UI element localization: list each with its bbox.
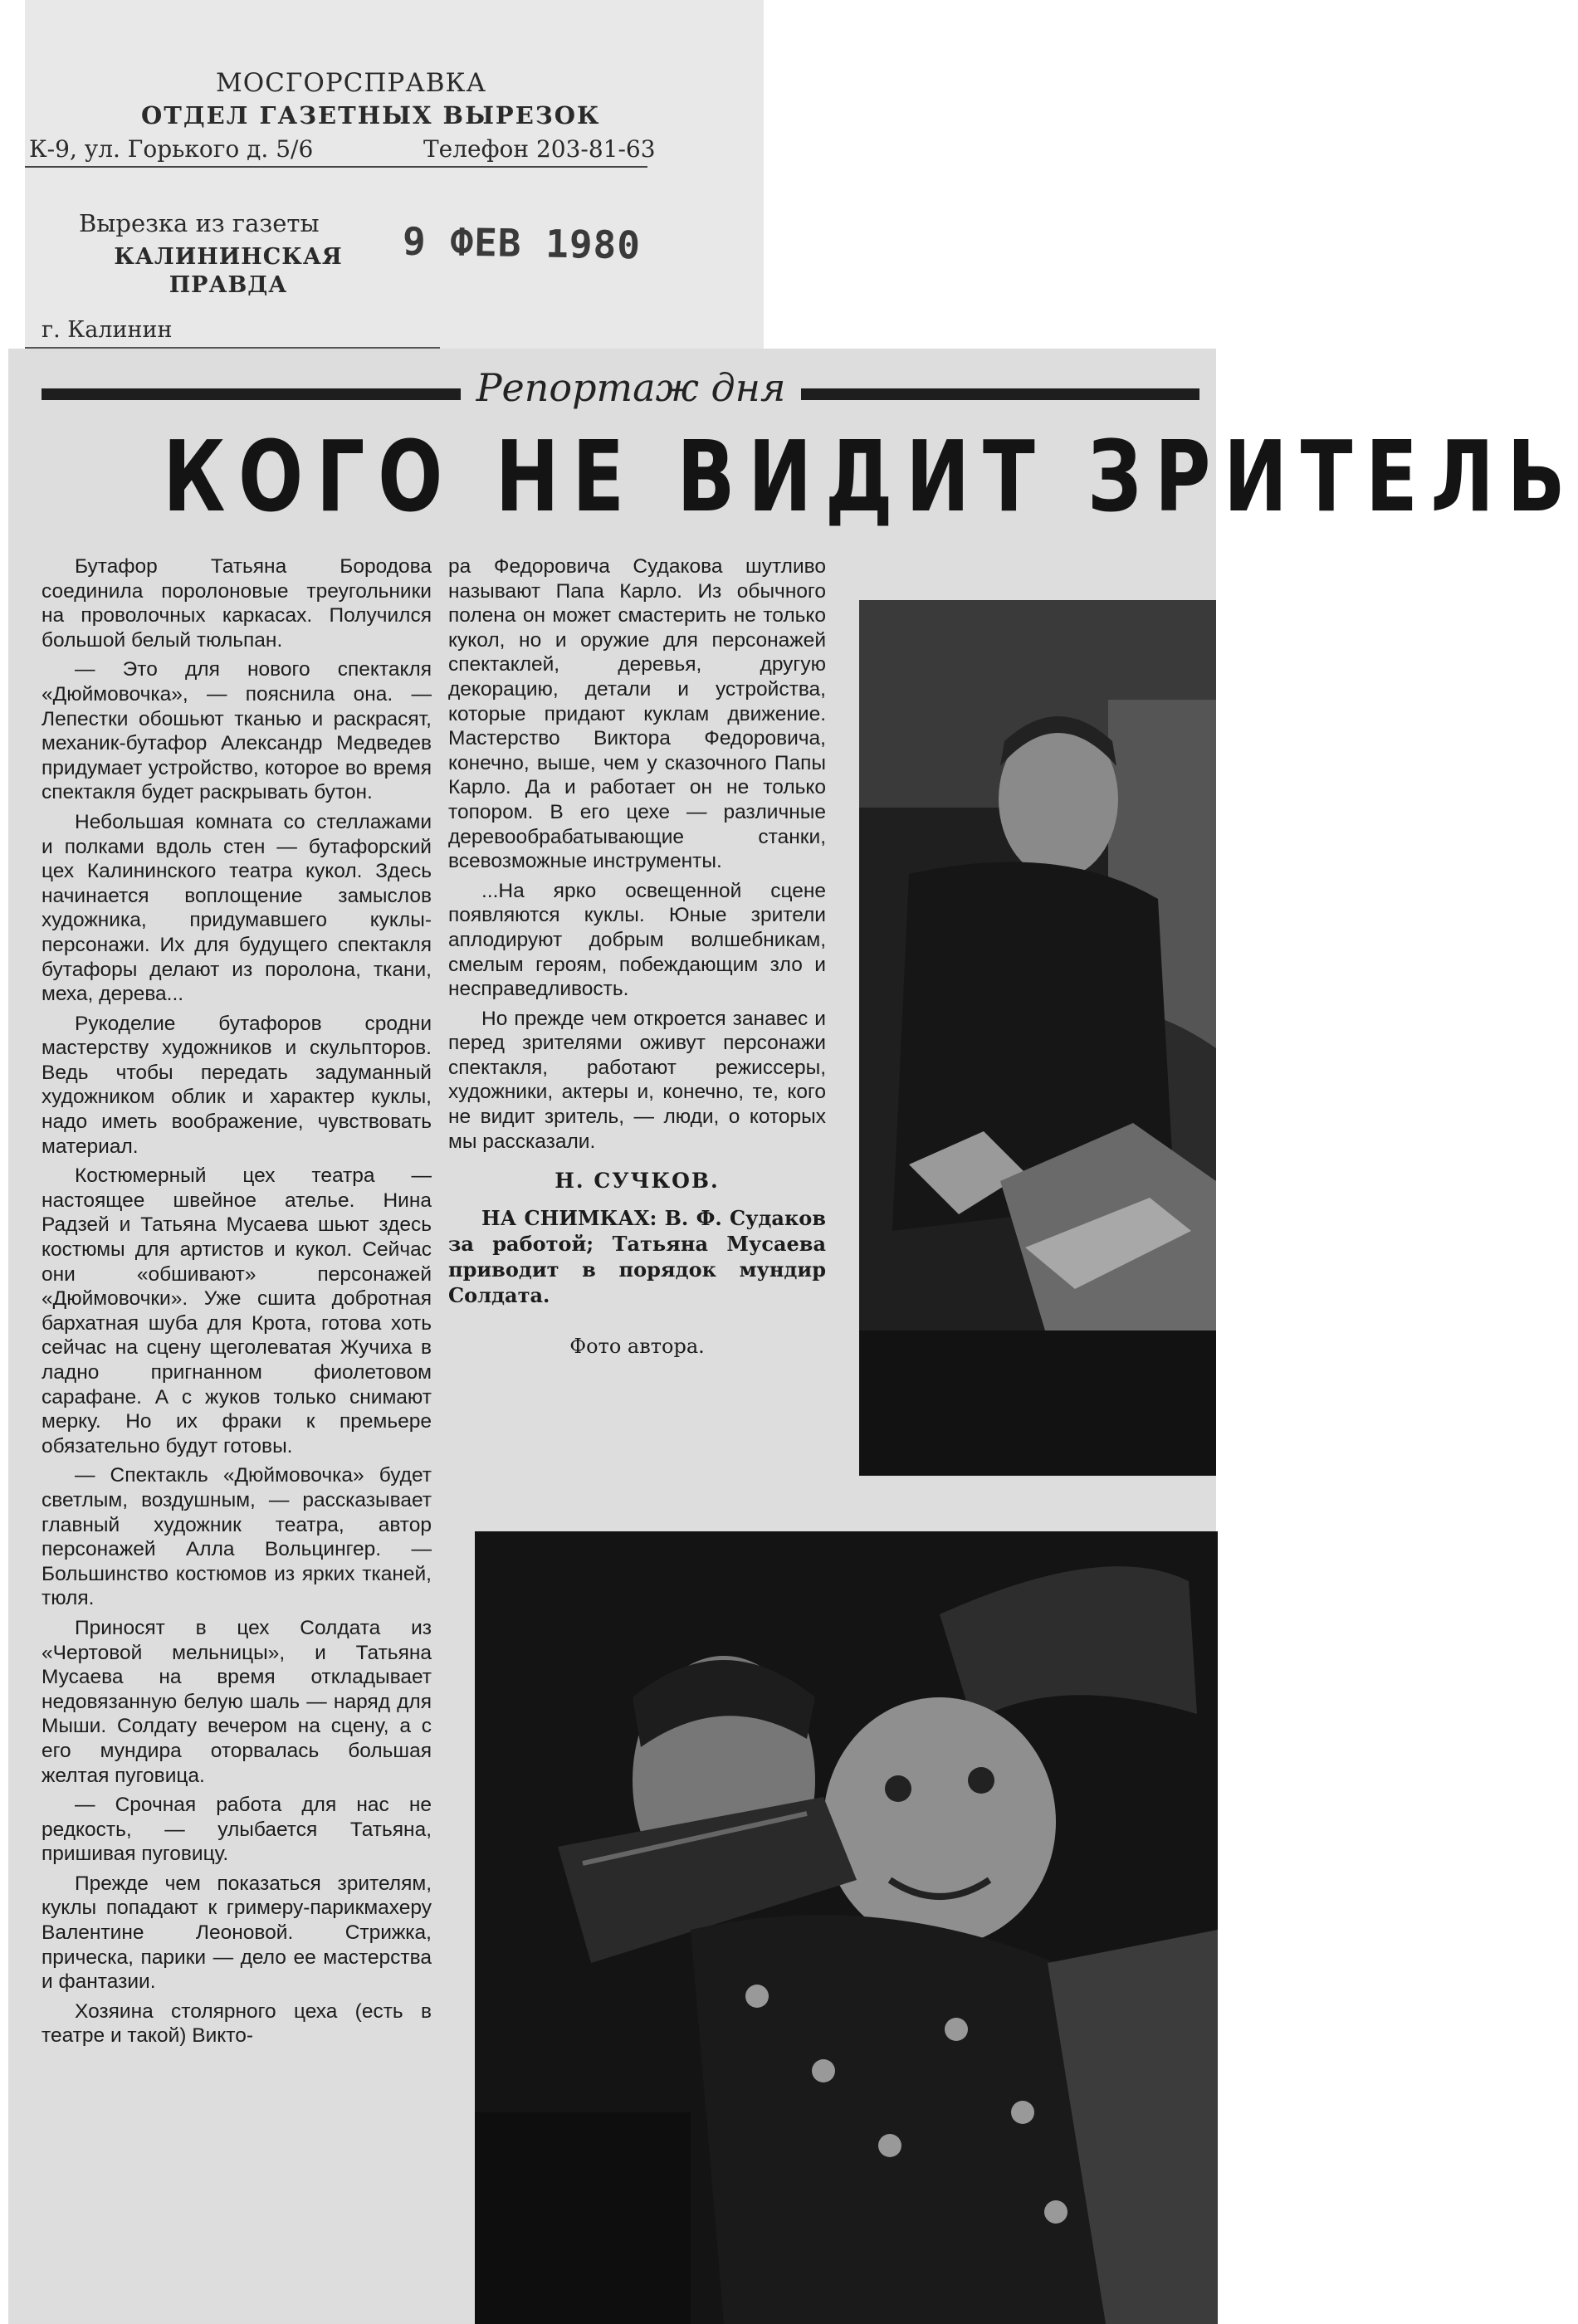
- paragraph: ра Федоровича Судакова шутливо называют Папа Карло. Из обычного полена он может смастерить не только кукол, но и оружие для персонажей спектаклей, деревья, другую декорацию, детали и устройства, которые придают куклам движение. Мастерство Виктора Федоровича, конечно, выше, чем у сказочного Папы Карло. Да и работает он не только топором. В его цехе — различные деревообрабатывающие станки, всевозможные инструменты.: [448, 555, 826, 873]
- photo-captions: НА СНИМКАХ: В. Ф. Судаков за работой; Татьяна Мусаева приводит в порядок мундир Солдата.: [448, 1205, 826, 1307]
- newspaper-name: КАЛИНИНСКАЯ ПРАВДА: [114, 244, 343, 298]
- photo-carpenter-at-work: [859, 600, 1216, 1476]
- paragraph: Небольшая комната со стеллажами и полками вдоль стен — бутафорский цех Калининского театра кукол. Здесь начинается воплощение замыслов художника, придумавшего куклы-персонажи. Их для будущего спектакля бутафоры делают из поролона, ткани, меха, дерева...: [42, 810, 432, 1006]
- paragraph: Хозяина столярного цеха (есть в театре и такой) Викто-: [42, 1999, 432, 2048]
- paragraph: Костюмерный цех театра — настоящее швейное ателье. Нина Радзей и Татьяна Мусаева шьют здесь костюмы для артистов и кукол. Сейчас они «обшивают» персонажей «Дюймовочки». Уже сшита добротная бархатная шуба для Крота, готова хоть сейчас на сцену щеголеватая Жучиха в ладно пригнанном фиолетовом сарафане. А с жуков только снимают мерку. Но их фраки к премьере обязательно будут готовы.: [42, 1164, 432, 1457]
- paragraph: — Срочная работа для нас не редкость, — улыбается Татьяна, пришивая пуговицу.: [42, 1794, 432, 1866]
- paragraph: Рукоделие бутафоров сродни мастерству художников и скульпторов. Ведь чтобы передать задуманный художником облик и характер куклы, надо иметь воображение, чувствовать материал.: [42, 1012, 432, 1158]
- photo-credit: Фото автора.: [569, 1334, 705, 1358]
- paragraph: — Это для нового спектакля «Дюймовочка», — пояснила она. — Лепестки обошьют тканью и раскрасят, механик-бутафор Александр Медведев придумает устройство, которое во время спектакля будет раскрывать бутон.: [42, 658, 432, 804]
- puppet-photo-image: [475, 1531, 1218, 2324]
- paragraph: — Спектакль «Дюймовочка» будет светлым, воздушным, — рассказывает главный художник театра, автор персонажей Алла Вольцингер. — Большинство костюмов из ярких тканей, тюля.: [42, 1464, 432, 1610]
- article-column-1: [42, 554, 432, 2322]
- clip-source-label: Вырезка из газеты: [79, 209, 320, 237]
- carpenter-photo-image: [859, 600, 1216, 1476]
- paragraph: ...На ярко освещенной сцене появляются куклы. Юные зрители аплодируют добрым волшебникам, смелым героям, побеждающим зло и несправедливость.: [448, 879, 826, 1001]
- agency-phone: Телефон 203-81-63: [423, 135, 656, 163]
- agency-address: К-9, ул. Горького д. 5/6: [29, 135, 314, 163]
- paragraph: Бутафор Татьяна Бородова соединила поролоновые треугольники на проволочных каркасах. Получился большой белый тюльпан.: [42, 555, 432, 652]
- author-byline: Н. СУЧКОВ.: [554, 1169, 720, 1194]
- newspaper-clipping: [8, 349, 1578, 2324]
- rubric-rule-right: [801, 388, 1199, 400]
- department-name: ОТДЕЛ ГАЗЕТНЫХ ВЫРЕЗОК: [141, 101, 601, 129]
- agency-name: МОСГОРСПРАВКА: [216, 68, 487, 98]
- paragraph: Но прежде чем откроется занавес и перед зрителями оживут персонажи спектакля, работают режиссеры, художники, актеры и, конечно, те, кого не видит зритель, — люди, о которых мы рассказали.: [448, 1007, 826, 1153]
- article-headline: КОГО НЕ ВИДИТ ЗРИТЕЛЬ: [163, 419, 1578, 534]
- photo-seamstress-with-soldier-puppet: [475, 1531, 1218, 2324]
- paragraph: Приносят в цех Солдата из «Чертовой мельницы», и Татьяна Мусаева на время откладывает недовязанную белую шаль — наряд для Мыши. Солдату вечером на сцену, а с его мундира оторвалась большая желтая пуговица.: [42, 1616, 432, 1787]
- paragraph: Прежде чем показаться зрителям, куклы попадают к гримеру-парикмахеру Валентине Леоновой. Стрижка, прическа, парики — дело ее мастерства и фантазии.: [42, 1872, 432, 1994]
- address-rule: [25, 166, 647, 168]
- newspaper-city: г. Калинин: [42, 317, 173, 343]
- date-stamp: 9 ФЕВ 1980: [402, 218, 642, 268]
- clipping-service-stamp: [25, 0, 764, 353]
- section-rubric: Репортаж дня: [476, 365, 786, 410]
- rubric-rule-left: [42, 388, 461, 400]
